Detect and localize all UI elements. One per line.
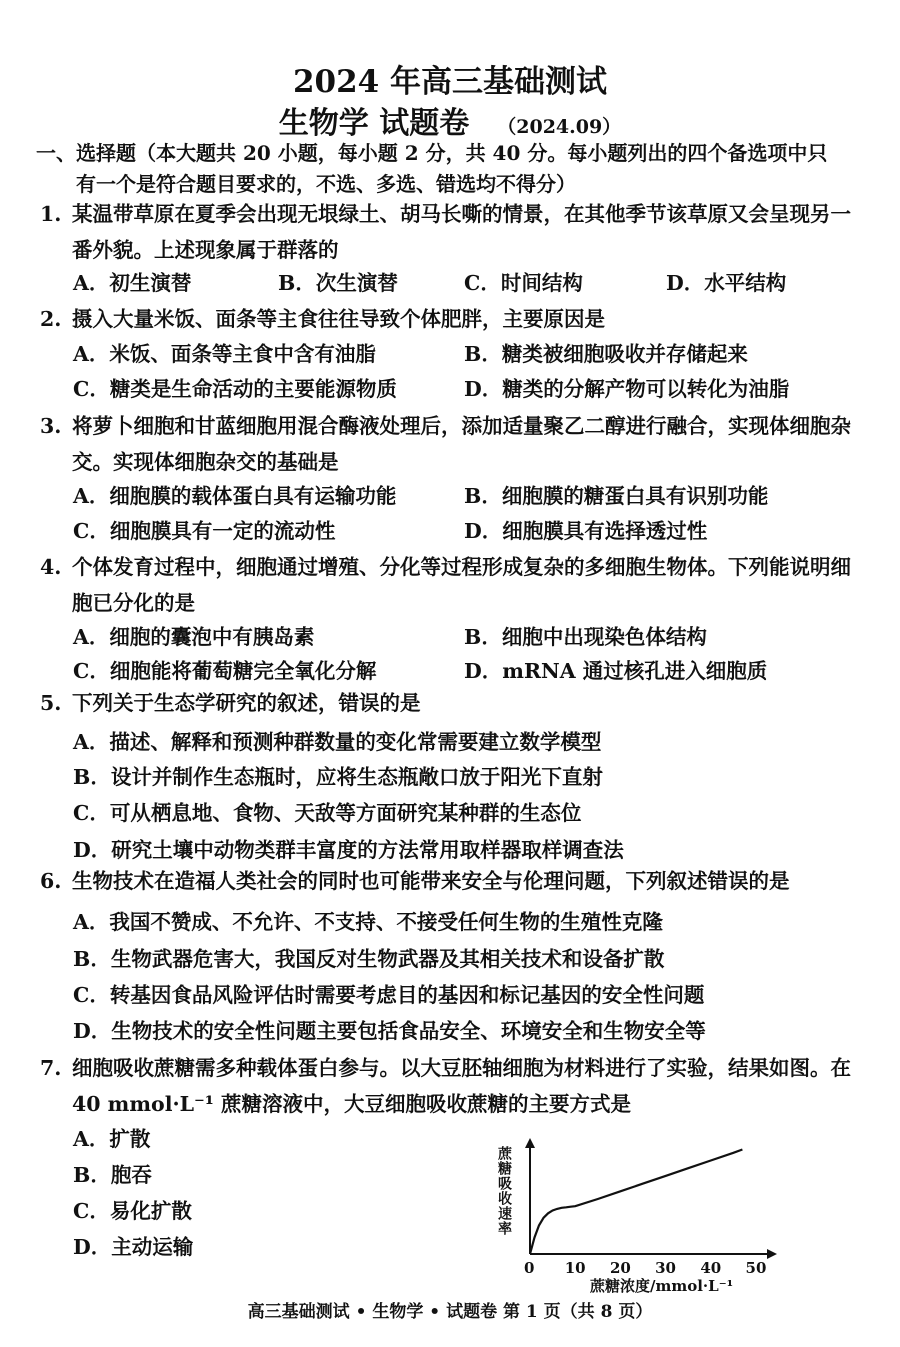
section-line-1: 一、选择题（本大题共 20 小题，每小题 2 分，共 40 分。每小题列出的四个备选项中只 (36, 141, 828, 165)
question-7 (40, 1050, 862, 1122)
option-c: C．糖类是生命活动的主要能源物质 (73, 377, 397, 401)
question-5 (40, 685, 862, 721)
question-6 (40, 863, 862, 899)
option-b: B．次生演替 (278, 271, 398, 295)
option-b: B．细胞中出现染色体结构 (464, 625, 707, 649)
question-number: 6. (40, 869, 62, 893)
option-d: D．水平结构 (666, 271, 787, 295)
option-a: A．描述、解释和预测种群数量的变化常需要建立数学模型 (73, 730, 602, 754)
question-text: 个体发育过程中，细胞通过增殖、分化等过程形成复杂的多细胞生物体。下列能说明细胞已分化的是 (72, 555, 851, 615)
sucrose-uptake-chart (490, 1132, 790, 1294)
option-c: C．时间结构 (464, 271, 583, 295)
option-d: D．主动运输 (73, 1235, 194, 1259)
question-text: 某温带草原在夏季会出现无垠绿土、胡马长嘶的情景，在其他季节该草原又会呈现另一番外貌。上述现象属于群落的 (72, 202, 851, 262)
option-b: B．细胞膜的糖蛋白具有识别功能 (464, 484, 769, 508)
x-tick-label: 50 (745, 1259, 767, 1277)
question-number: 1. (40, 202, 62, 226)
x-tick-label: 10 (564, 1259, 586, 1277)
option-c: C．细胞膜具有一定的流动性 (73, 519, 336, 543)
option-a: A．初生演替 (73, 271, 192, 295)
series-line (530, 1150, 742, 1255)
option-b: B．糖类被细胞吸收并存储起来 (464, 342, 748, 366)
question-3 (40, 408, 862, 480)
exam-subtitle (0, 98, 900, 142)
exam-date: （2024.09） (497, 116, 622, 138)
option-a: A．细胞膜的载体蛋白具有运输功能 (73, 484, 397, 508)
question-text: 细胞吸收蔗糖需多种载体蛋白参与。以大豆胚轴细胞为材料进行了实验，结果如图。在 40 mmol·L⁻¹ 蔗糖溶液中，大豆细胞吸收蔗糖的主要方式是 (72, 1056, 851, 1116)
question-number: 4. (40, 555, 62, 579)
option-d: D．研究土壤中动物类群丰富度的方法常用取样器取样调查法 (73, 838, 624, 862)
section-heading (36, 138, 866, 200)
option-b: B．设计并制作生态瓶时，应将生态瓶敞口放于阳光下直射 (73, 765, 603, 789)
x-tick-label: 30 (655, 1259, 677, 1277)
option-a: A．我国不赞成、不允许、不支持、不接受任何生物的生殖性克隆 (73, 910, 663, 934)
option-d: D．生物技术的安全性问题主要包括食品安全、环境安全和生物安全等 (73, 1019, 706, 1043)
option-d: D．细胞膜具有选择透过性 (464, 519, 708, 543)
question-number: 3. (40, 414, 62, 438)
subject-title: 生物学 试题卷 (278, 106, 470, 141)
option-c: C．易化扩散 (73, 1199, 192, 1223)
question-4 (40, 549, 862, 621)
option-d: D．mRNA 通过核孔进入细胞质 (464, 659, 768, 683)
option-b: B．胞吞 (73, 1163, 152, 1187)
question-1 (40, 196, 862, 268)
question-text: 摄入大量米饭、面条等主食往往导致个体肥胖，主要原因是 (72, 307, 605, 331)
x-tick-label: 40 (700, 1259, 722, 1277)
option-c: C．可从栖息地、食物、天敌等方面研究某种群的生态位 (73, 801, 582, 825)
exam-title: 2024 年高三基础测试 (292, 64, 608, 100)
option-c: C．转基因食品风险评估时需要考虑目的基因和标记基因的安全性问题 (73, 983, 705, 1007)
x-axis-label: 蔗糖浓度/mmol·L⁻¹ (590, 1277, 734, 1294)
x-origin-label: 0 (524, 1259, 535, 1277)
option-a: A．米饭、面条等主食中含有油脂 (73, 342, 376, 366)
page-footer: 高三基础测试 • 生物学 • 试题卷 第 1 页（共 8 页） (247, 1302, 653, 1322)
question-number: 2. (40, 307, 62, 331)
option-a: A．扩散 (73, 1127, 151, 1151)
section-line-2: 有一个是符合题目要求的，不选、多选、错选均不得分） (76, 172, 576, 196)
option-c: C．细胞能将葡萄糖完全氧化分解 (73, 659, 377, 683)
x-tick-label: 20 (609, 1259, 631, 1277)
question-text: 下列关于生态学研究的叙述，错误的是 (72, 691, 421, 715)
y-axis-label: 蔗糖吸收速率 (496, 1146, 512, 1236)
question-2 (40, 301, 862, 337)
question-number: 7. (40, 1056, 62, 1080)
question-number: 5. (40, 691, 62, 715)
option-b: B．生物武器危害大，我国反对生物武器及其相关技术和设备扩散 (73, 947, 665, 971)
question-text: 生物技术在造福人类社会的同时也可能带来安全与伦理问题，下列叙述错误的是 (72, 869, 790, 893)
option-a: A．细胞的囊泡中有胰岛素 (73, 625, 315, 649)
option-d: D．糖类的分解产物可以转化为油脂 (464, 377, 790, 401)
question-text: 将萝卜细胞和甘蓝细胞用混合酶液处理后，添加适量聚乙二醇进行融合，实现体细胞杂交。实现体细胞杂交的基础是 (72, 414, 851, 474)
